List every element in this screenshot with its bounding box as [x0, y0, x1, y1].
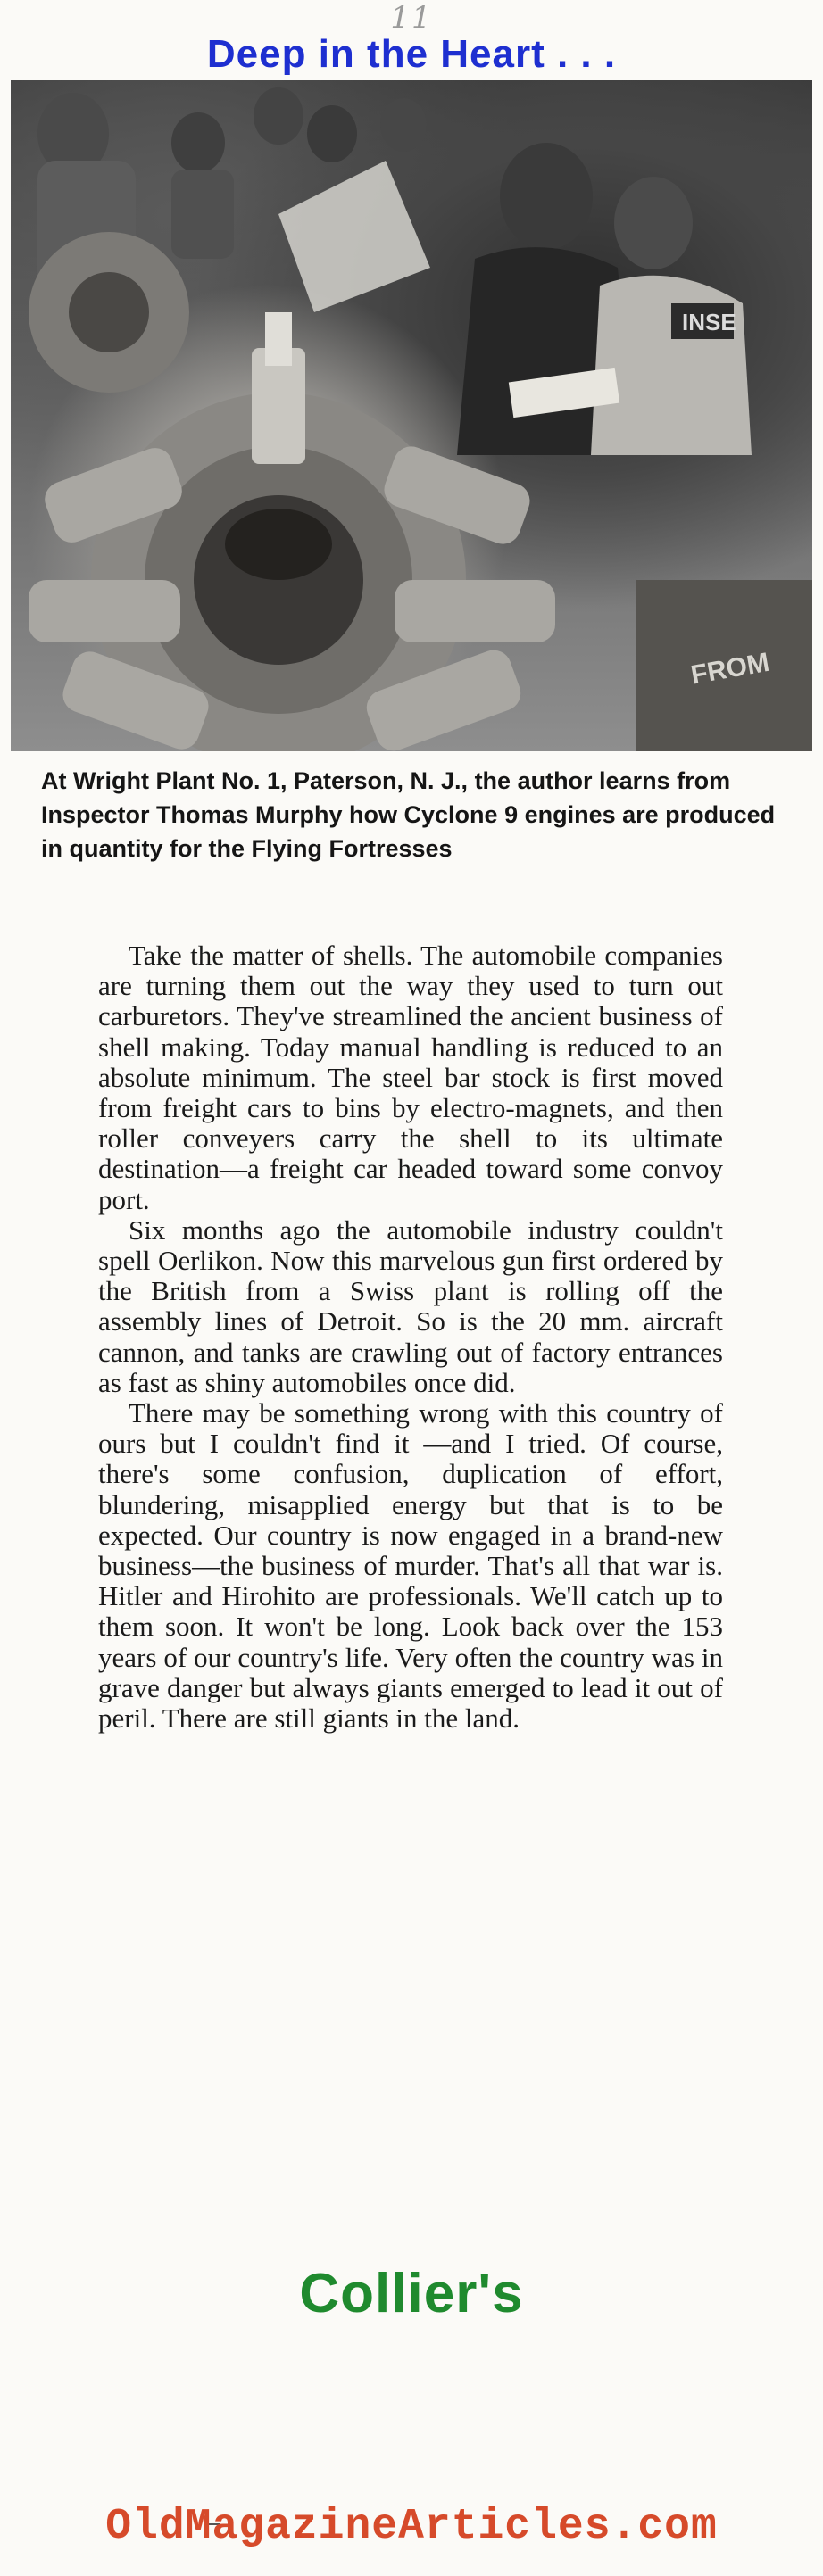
page-number: 11: [390, 0, 433, 36]
armband-label: INSE: [682, 309, 736, 335]
article-body: [98, 940, 723, 1734]
photo-illustration: [11, 80, 812, 751]
magazine-logo: Collier's: [299, 2263, 524, 2324]
article-paragraph: There may be something wrong with this country of ours but I couldn't find it —and I tried. Of course, there's some confusion, duplication of effort, blundering, misapplied energy but that is to be expected. Our country is now engaged in a brand-new business—the business of murder. That's all that war is. Hitler and Hirohito are professionals. We'll catch up to them soon. It won't be long. Look back over the 153 years of our country's life. Very often the country was in grave danger but always giants emerged to lead it out of peril. There are still giants in the land.: [98, 1397, 723, 1735]
headline: Deep in the Heart . . .: [206, 32, 617, 76]
photo-caption: At Wright Plant No. 1, Paterson, N. J., the author learns from Inspector Thomas Murphy how Cyclone 9 engines are produced in quantity for the Flying Fortresses: [41, 767, 776, 862]
crate-stencil: FROM: [688, 647, 772, 691]
article-paragraph: Six months ago the automobile industry couldn't spell Oerlikon. Now this marvelous gun first ordered by the British from a Swiss plant is rolling off the assembly lines of Detroit. So is the 20 mm. aircraft cannon, and tanks are crawling out of factory entrances as fast as shiny automobiles once did.: [98, 1213, 723, 1398]
article-paragraph: Take the matter of shells. The automobile companies are turning them out the way they used to turn out carburetors. They've streamlined the ancient business of shell making. Today manual handling is reduced to an absolute minimum. The steel bar stock is first moved from freight cars to bins by electro-magnets, and then roller conveyers carry the shell to its ultimate destination—a freight car headed toward some convoy port.: [98, 940, 723, 1215]
engine-factory-photo: [11, 80, 812, 751]
site-watermark[interactable]: OldMagazineArticles.com: [105, 2503, 718, 2551]
